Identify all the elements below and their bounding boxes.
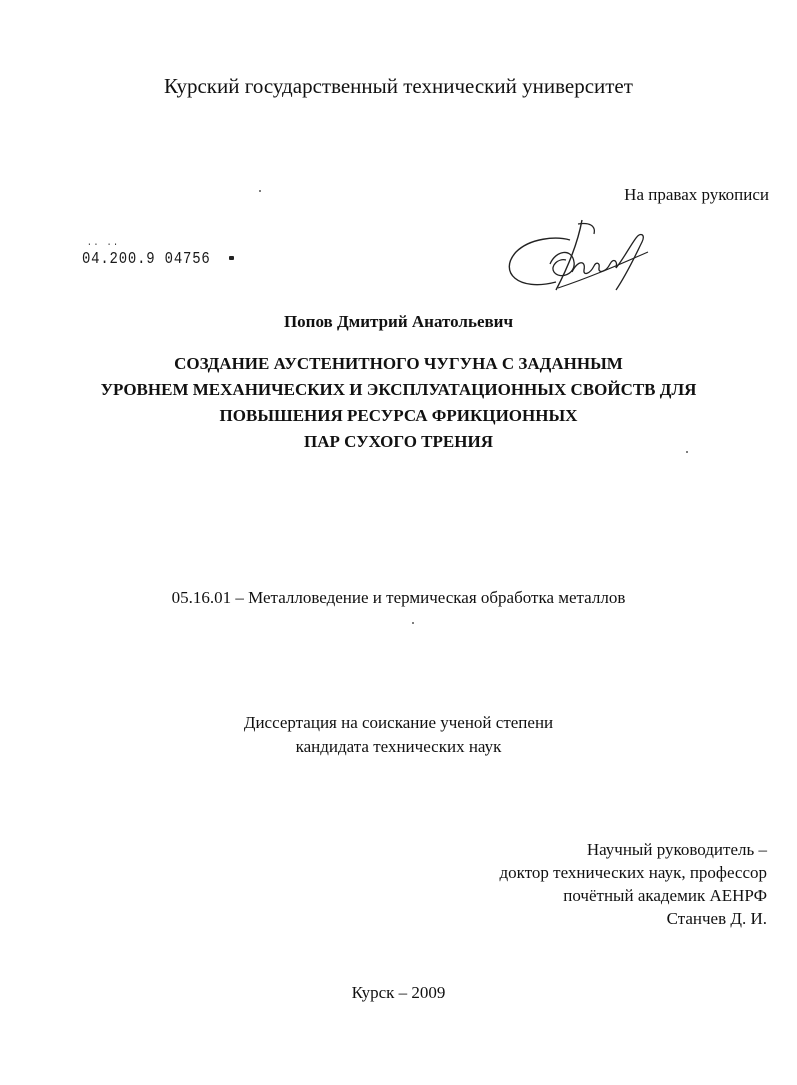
title-line: ПАР СУХОГО ТРЕНИЯ [304, 432, 493, 451]
handwritten-signature [498, 212, 658, 302]
supervisor-line: доктор технических наук, профессор [499, 863, 767, 882]
dissertation-title [0, 351, 797, 455]
degree-statement [0, 711, 797, 759]
supervisor-line: Станчев Д. И. [666, 909, 767, 928]
supervisor-line: почётный академик АЕНРФ [563, 886, 767, 905]
degree-line: кандидата технических наук [295, 737, 502, 756]
degree-line: Диссертация на соискание ученой степени [243, 713, 554, 732]
title-line: ПОВЫШЕНИЯ РЕСУРСА ФРИКЦИОННЫХ [219, 406, 578, 425]
archive-code [82, 240, 211, 269]
supervisor-line: Научный руководитель – [586, 840, 767, 859]
author-name: Попов Дмитрий Анатольевич [283, 312, 514, 331]
archive-code-marks: ∙∙ ∙∙ [86, 240, 120, 251]
archive-code-number: 04.200.9 04756 [82, 250, 211, 269]
city-year: Курск – 2009 [351, 983, 446, 1002]
title-line: УРОВНЕМ МЕХАНИЧЕСКИХ И ЭКСПЛУАТАЦИОННЫХ СВОЙСТВ ДЛЯ [100, 380, 697, 399]
manuscript-note: На правах рукописи [624, 185, 769, 204]
scan-speck [259, 190, 261, 192]
scan-speck [686, 451, 688, 453]
supervisor-block [500, 838, 767, 930]
university-name: Курский государственный технический университет [164, 74, 633, 98]
scan-speck [229, 256, 234, 260]
title-line: СОЗДАНИЕ АУСТЕНИТНОГО ЧУГУНА С ЗАДАННЫМ [174, 354, 623, 373]
specialty-code: 05.16.01 – Металловедение и термическая обработка металлов [171, 588, 626, 607]
scan-speck [412, 622, 414, 624]
